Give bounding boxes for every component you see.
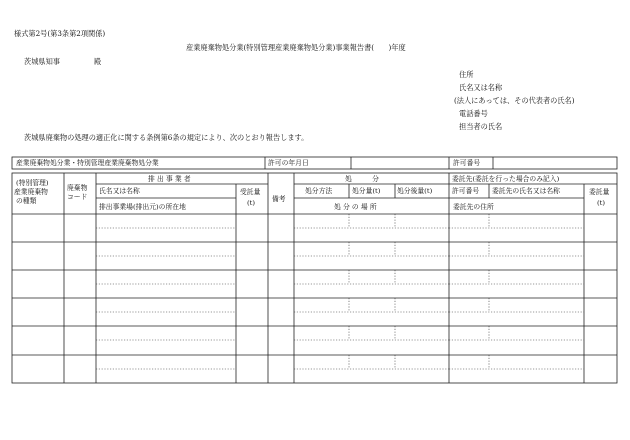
applicant-corp-note: (法人にあっては、その代表者の氏名)	[454, 96, 575, 105]
addressee: 茨城県知事	[24, 57, 60, 66]
emitter-group-header: 排 出 事 業 者	[148, 175, 191, 183]
intro-text: 茨城県廃棄物の処理の適正化に関する条例第6条の規定により、次のとおり報告します。	[24, 133, 309, 142]
after-disposal-amount-header: 処分後量(t)	[397, 187, 433, 195]
consign-permit-header: 許可番号	[452, 187, 480, 195]
waste-type-header-1: (特別管理)	[16, 179, 49, 187]
applicant-name-label: 氏名又は名称	[459, 83, 503, 92]
applicant-address-label: 住所	[459, 70, 474, 79]
received-amount-header-2: (t)	[247, 199, 256, 207]
emitter-name-header: 氏名又は名称	[99, 187, 140, 195]
applicant-contact-label: 担当者の氏名	[459, 122, 503, 131]
consign-address-header: 委託先の住所	[453, 203, 494, 211]
disposal-place-header: 処 分 の 場 所	[334, 203, 377, 211]
received-amount-header-1: 受託量	[240, 188, 261, 196]
permit-date-label: 許可の年月日	[268, 159, 309, 167]
emitter-site-header: 排出事業場(排出元)の所在地	[99, 203, 186, 211]
consign-qty-header-2: (t)	[597, 199, 606, 207]
disposal-method-header: 処分方法	[305, 187, 333, 195]
applicant-phone-label: 電話番号	[459, 109, 488, 118]
business-type-label: 産業廃棄物処分業・特別管理産業廃棄物処分業	[16, 159, 159, 167]
report-title: 産業廃棄物処分業(特別管理産業廃棄物処分業)事業報告書( )年度	[186, 43, 406, 52]
disposal-group-header: 処 分	[345, 175, 379, 183]
form-number: 様式第2号(第3条第2項関係)	[14, 29, 106, 38]
consign-qty-header-1: 委託量	[589, 188, 610, 196]
waste-type-header-2: 産業廃棄物	[14, 188, 48, 196]
disposal-amount-header: 処分量(t)	[352, 187, 381, 195]
permit-number-label: 許可番号	[453, 159, 481, 167]
honorific: 殿	[94, 57, 102, 66]
remarks-header: 備考	[272, 195, 286, 203]
waste-type-header-3: の種類	[16, 197, 37, 205]
consign-group-header: 委託先(委託を行った場合のみ記入)	[452, 175, 560, 183]
waste-code-header-1: 廃棄物	[67, 184, 88, 192]
consign-name-header: 委託先の氏名又は名称	[492, 187, 560, 195]
waste-code-header-2: コード	[67, 193, 88, 201]
